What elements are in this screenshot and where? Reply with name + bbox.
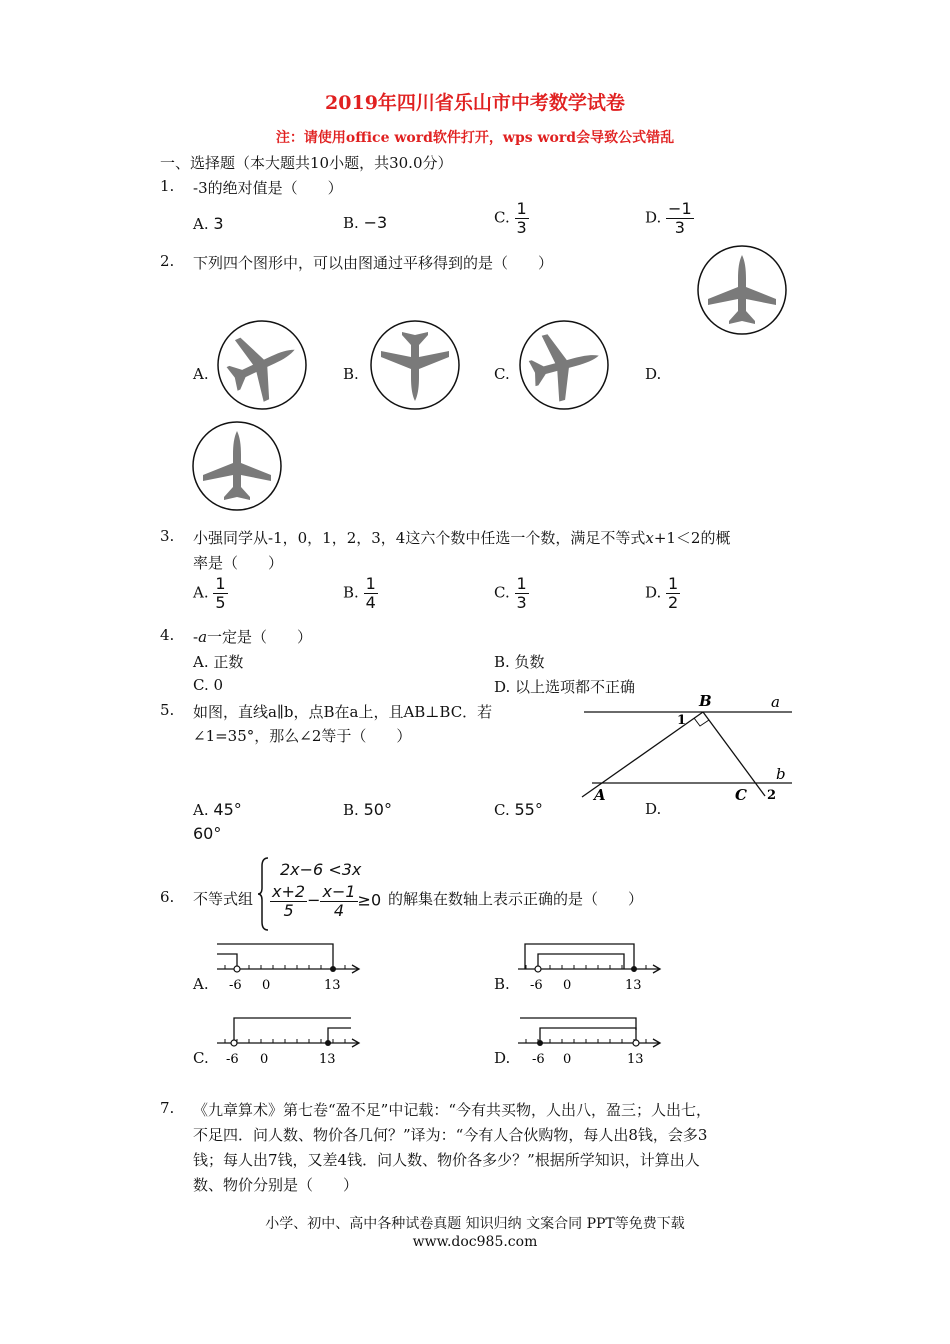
svg-text:0: 0 [563, 978, 572, 993]
q4-number: 4. [160, 626, 175, 644]
q1-option-d[interactable]: D. $\frac{-1}{3}$ [645, 199, 692, 237]
q5-geometry-figure [580, 690, 795, 805]
q6-inequality-2: $\frac{x+2}{5}$ − $\frac{x-1}{4}$ ≥0 [272, 882, 382, 920]
q6-brace [258, 856, 270, 932]
q6-option-c-label[interactable]: C. [193, 1049, 209, 1067]
q2-option-c-label[interactable]: C. [494, 365, 510, 383]
svg-text:13: 13 [324, 978, 341, 993]
q7-line3: 钱；每人出7钱，又差4钱．问人数、物价各多少？”根据所学知识，计算出人 [193, 1151, 700, 1169]
q4-option-c[interactable]: C. 0 [193, 676, 224, 694]
q2-option-b-label[interactable]: B. [343, 365, 359, 383]
format-note: 注：请使用office word软件打开，wps word会导致公式错乱 [275, 130, 675, 146]
q1-stem: -3的绝对值是（ ） [193, 179, 343, 197]
q6-option-b-label[interactable]: B. [494, 975, 510, 993]
fig-label-b: b [776, 765, 786, 783]
q6-option-a-label[interactable]: A. [193, 975, 209, 993]
q4-option-a[interactable]: A. 正数 [193, 653, 244, 671]
q6-option-d-label[interactable]: D. [494, 1049, 511, 1067]
q1-option-a[interactable]: A. 3 [193, 214, 224, 233]
fig-label-C: C [735, 786, 747, 804]
q6-number: 6. [160, 888, 175, 906]
section-heading: 一、选择题（本大题共10小题，共30.0分） [160, 154, 453, 172]
footer-text: 小学、初中、高中各种试卷真题 知识归纳 文案合同 PPT等免费下载 [265, 1216, 685, 1232]
q5-option-d-label[interactable]: D. [645, 800, 662, 818]
svg-text:13: 13 [319, 1052, 336, 1067]
q3-stem-line1: 小强同学从-1，0，1，2，3，4这六个数中任选一个数，满足不等式x+1＜2的概 [193, 529, 731, 547]
q2-stem: 下列四个图形中，可以由图通过平移得到的是（ ） [193, 254, 554, 272]
svg-text:13: 13 [627, 1052, 644, 1067]
q6-option-a-number-line[interactable] [215, 942, 365, 994]
q6-stem-pre: 不等式组 [193, 890, 254, 908]
q3-option-b[interactable]: B. $\frac{1}{4}$ [343, 574, 376, 612]
q4-option-b[interactable]: B. 负数 [494, 653, 545, 671]
svg-text:-6: -6 [229, 978, 242, 993]
q7-line2: 不足四．问人数、物价各几何？”译为：“今有人合伙购物，每人出8钱，会多3 [193, 1126, 708, 1144]
svg-text:-6: -6 [530, 978, 543, 993]
q1-option-b[interactable]: B. −3 [343, 213, 388, 232]
svg-text:13: 13 [625, 978, 642, 993]
q2-option-a-airplane-icon[interactable] [217, 320, 307, 410]
footer-url[interactable]: www.doc985.com [412, 1234, 538, 1250]
q3-option-d[interactable]: D. $\frac{1}{2}$ [645, 574, 679, 612]
q5-number: 5. [160, 701, 175, 719]
q1-option-c[interactable]: C. $\frac{1}{3}$ [494, 199, 527, 237]
q7-line1: 《九章算术》第七卷“盈不足”中记载：“今有共买物，人出八，盈三；人出七， [193, 1101, 712, 1119]
fig-label-1: 1 [677, 713, 687, 728]
svg-text:0: 0 [262, 978, 271, 993]
q5-option-a[interactable]: A. 45° [193, 800, 242, 819]
q7-number: 7. [160, 1099, 175, 1117]
q2-option-a-label[interactable]: A. [193, 365, 209, 383]
q4-stem: -a一定是（ ） [193, 628, 313, 646]
q3-number: 3. [160, 527, 175, 545]
q6-option-b-number-line[interactable] [516, 942, 666, 994]
q4-option-d[interactable]: D. 以上选项都不正确 [494, 678, 636, 696]
q6-stem-post: 的解集在数轴上表示正确的是（ ） [388, 890, 644, 908]
q5-stem-line1: 如图，直线a∥b，点B在a上，且AB⊥BC．若 [193, 703, 493, 721]
fig-label-a: a [771, 693, 780, 711]
q2-number: 2. [160, 252, 175, 270]
q5-option-c[interactable]: C. 55° [494, 800, 543, 819]
fig-label-A: A [594, 786, 606, 804]
svg-text:-6: -6 [532, 1052, 545, 1067]
q3-option-c[interactable]: C. $\frac{1}{3}$ [494, 574, 527, 612]
q7-line4: 数、物价分别是（ ） [193, 1176, 359, 1194]
page-title: 2019年四川省乐山市中考数学试卷 [325, 92, 625, 114]
q6-option-c-number-line[interactable] [215, 1016, 365, 1068]
q2-reference-airplane-icon [697, 245, 787, 335]
fig-label-2: 2 [767, 788, 777, 803]
q5-option-b[interactable]: B. 50° [343, 800, 392, 819]
fig-label-B: B [699, 692, 712, 710]
q2-option-d-airplane-icon[interactable] [192, 421, 282, 511]
svg-text:-6: -6 [226, 1052, 239, 1067]
q2-option-d-label[interactable]: D. [645, 365, 662, 383]
q6-inequality-1: 2x−6 <3x [280, 860, 362, 879]
q6-option-d-number-line[interactable] [516, 1016, 666, 1068]
q5-stem-line2: ∠1=35°，那么∠2等于（ ） [193, 727, 412, 745]
svg-text:0: 0 [260, 1052, 269, 1067]
q2-option-c-airplane-icon[interactable] [519, 320, 609, 410]
q2-option-b-airplane-icon[interactable] [370, 320, 460, 410]
svg-text:0: 0 [563, 1052, 572, 1067]
q1-number: 1. [160, 177, 175, 195]
q5-option-d-value[interactable]: 60° [193, 824, 222, 843]
q3-stem-line2: 率是（ ） [193, 554, 284, 572]
q3-option-a[interactable]: A. $\frac{1}{5}$ [193, 574, 226, 612]
